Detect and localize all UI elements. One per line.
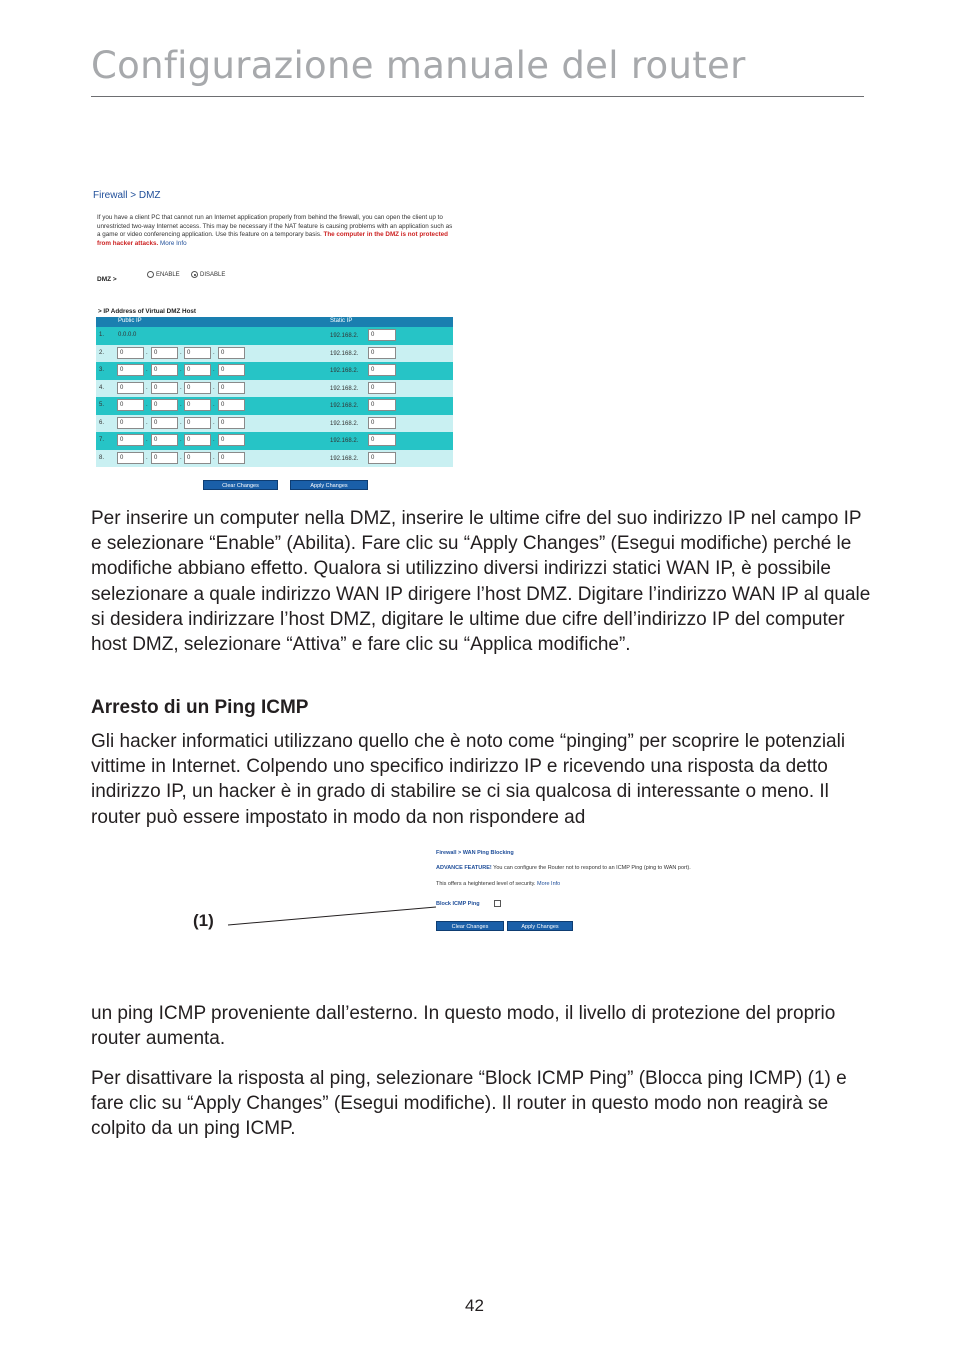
row-number: 1. — [99, 332, 105, 338]
static-ip-input[interactable]: 0 — [368, 347, 396, 359]
dmz-warning: The computer in the DMZ is not protected from hacker attacks. — [97, 231, 449, 247]
ping-apply-changes-button[interactable]: Apply Changes — [507, 921, 573, 931]
public-ip-octet-input[interactable]: 0 — [218, 417, 245, 429]
ip-separator: . — [180, 402, 182, 408]
public-ip-octet-input[interactable]: 0 — [117, 399, 144, 411]
ip-table-row — [96, 415, 453, 433]
ping-intro: Gli hacker informatici utilizzano quello che è noto come “pinging” per scoprire le potenziali vittime in Internet. Colpendo uno specifico indirizzo IP e ricevendo una risposta da detto indirizzo IP, un hacker è in grado di stabilire se ci sia qualcosa di interessante o meno. Il router può essere impostato in modo da non rispondere ad — [91, 731, 846, 828]
row-number: 5. — [99, 402, 105, 408]
ip-separator: . — [180, 384, 182, 391]
ip-table-row — [96, 362, 453, 380]
public-ip-octet-input[interactable]: 0 — [184, 434, 211, 446]
public-ip-octet-input[interactable]: 0 — [151, 364, 178, 376]
row-number: 6. — [99, 419, 105, 426]
static-ip-prefix: 192.168.2. — [330, 403, 359, 409]
ip-separator: . — [180, 437, 182, 443]
static-ip-prefix: 192.168.2. — [330, 368, 359, 374]
ping-breadcrumb: Firewall > WAN Ping Blocking — [436, 850, 514, 856]
ip-table-row — [96, 397, 453, 415]
title-divider — [91, 96, 864, 97]
public-ip-value: 0.0.0.0 — [118, 332, 137, 338]
static-ip-prefix: 192.168.2. — [330, 333, 359, 339]
dmz-instructions: Per inserire un computer nella DMZ, inserire le ultime cifre del suo indirizzo IP nel campo IP e selezionare “Enable” (Abilita). Fare clic su “Apply Changes” (Esegui modifiche) perché le modifiche abbiano effetto. Qualora si utilizzino diversi indirizzi statici WAN IP, è possibile selezionare a quale indirizzo WAN IP dirigere l’host DMZ. Digitare l’indirizzo WAN IP al quale si desidera indirizzare l’host DMZ, digitare le ultime due cifre dell’indirizzo IP del computer host DMZ, selezionare “Attiva” e fare clic su “Applica modifiche”. — [91, 508, 871, 656]
ip-separator: . — [213, 367, 215, 373]
ip-separator: . — [146, 454, 148, 461]
ip-table-row — [96, 432, 453, 450]
ip-table-row — [96, 345, 453, 363]
ip-separator: . — [146, 367, 148, 373]
ip-table-row — [96, 450, 453, 468]
public-ip-octet-input[interactable]: 0 — [184, 452, 211, 464]
public-ip-octet-input[interactable]: 0 — [151, 399, 178, 411]
static-ip-input[interactable]: 0 — [368, 399, 396, 411]
ip-table — [96, 317, 453, 467]
dmz-screenshot — [93, 186, 455, 496]
static-ip-input[interactable]: 0 — [368, 382, 396, 394]
static-ip-prefix: 192.168.2. — [330, 455, 359, 462]
ping-screenshot — [436, 848, 776, 938]
page-title: Configurazione manuale del router — [91, 44, 746, 87]
public-ip-octet-input[interactable]: 0 — [184, 382, 211, 394]
public-ip-octet-input[interactable]: 0 — [184, 417, 211, 429]
public-ip-octet-input[interactable]: 0 — [151, 382, 178, 394]
static-ip-input[interactable]: 0 — [368, 364, 396, 376]
disable-label: DISABLE — [200, 271, 226, 278]
dmz-breadcrumb: Firewall > DMZ — [93, 190, 161, 201]
public-ip-octet-input[interactable]: 0 — [117, 452, 144, 464]
public-ip-octet-input[interactable]: 0 — [151, 417, 178, 429]
ip-table-body — [96, 327, 453, 467]
ip-separator: . — [213, 437, 215, 443]
static-ip-input[interactable]: 0 — [368, 417, 396, 429]
public-ip-octet-input[interactable]: 0 — [218, 452, 245, 464]
public-ip-octet-input[interactable]: 0 — [184, 399, 211, 411]
advance-feature-label: ADVANCE FEATURE! — [436, 865, 492, 871]
ip-table-row — [96, 327, 453, 345]
dmz-clear-changes-button[interactable]: Clear Changes — [203, 480, 278, 490]
public-ip-octet-input[interactable]: 0 — [218, 399, 245, 411]
dmz-label: DMZ > — [97, 276, 117, 283]
static-ip-header: Static IP — [330, 318, 353, 324]
dmz-apply-changes-button[interactable]: Apply Changes — [290, 480, 368, 490]
public-ip-octet-input[interactable]: 0 — [151, 434, 178, 446]
row-number: 8. — [99, 454, 105, 461]
static-ip-prefix: 192.168.2. — [330, 438, 359, 444]
ip-table-header — [96, 317, 453, 327]
security-text: This offers a heightened level of security. — [436, 881, 536, 887]
public-ip-header: Public IP — [118, 318, 142, 324]
public-ip-octet-input[interactable]: 0 — [218, 364, 245, 376]
enable-radio[interactable] — [147, 271, 154, 278]
ip-separator: . — [180, 349, 182, 356]
row-number: 2. — [99, 349, 105, 356]
public-ip-octet-input[interactable]: 0 — [117, 364, 144, 376]
ip-separator: . — [213, 349, 215, 356]
callout-label: (1) — [193, 911, 214, 930]
dmz-intro-body: If you have a client PC that cannot run an Internet application properly from behind the firewall, you can open the client up to unrestricted two-way Internet access. This may be necessary if the NAT feature is causing problems with an application such as a game or video conferencing application. Use this feature on a temporary basis. — [97, 214, 453, 239]
public-ip-octet-input[interactable]: 0 — [184, 347, 211, 359]
ip-table-row — [96, 380, 453, 398]
public-ip-octet-input[interactable]: 0 — [218, 434, 245, 446]
static-ip-prefix: 192.168.2. — [330, 350, 359, 357]
static-ip-prefix: 192.168.2. — [330, 420, 359, 427]
ping-more-info-link[interactable]: More Info — [537, 881, 561, 887]
ip-separator: . — [213, 454, 215, 461]
public-ip-octet-input[interactable]: 0 — [218, 347, 245, 359]
ip-separator: . — [146, 402, 148, 408]
public-ip-octet-input[interactable]: 0 — [117, 382, 144, 394]
ip-separator: . — [213, 419, 215, 426]
static-ip-input[interactable]: 0 — [368, 434, 396, 446]
public-ip-octet-input[interactable]: 0 — [218, 382, 245, 394]
disable-radio[interactable] — [191, 271, 198, 278]
public-ip-octet-input[interactable]: 0 — [184, 364, 211, 376]
public-ip-octet-input[interactable]: 0 — [151, 347, 178, 359]
ping-clear-changes-button[interactable]: Clear Changes — [436, 921, 504, 931]
enable-label: ENABLE — [156, 271, 180, 278]
dmz-intro-text — [97, 214, 453, 248]
ip-separator: . — [180, 367, 182, 373]
ip-separator: . — [213, 402, 215, 408]
static-ip-input[interactable]: 0 — [368, 452, 396, 464]
static-ip-prefix: 192.168.2. — [330, 385, 359, 392]
ip-separator: . — [146, 349, 148, 356]
public-ip-octet-input[interactable]: 0 — [151, 452, 178, 464]
dmz-radio-group — [147, 271, 225, 278]
public-ip-octet-input[interactable]: 0 — [117, 347, 144, 359]
ip-table-heading: > IP Address of Virtual DMZ Host — [98, 308, 197, 315]
ip-separator: . — [146, 384, 148, 391]
public-ip-octet-input[interactable]: 0 — [117, 434, 144, 446]
section-heading: Arresto di un Ping ICMP — [91, 697, 309, 718]
ping-instructions: Per disattivare la risposta al ping, selezionare “Block ICMP Ping” (Blocca ping ICMP) (1) e fare clic su “Apply Changes” (Esegui modifiche). Il router in questo modo non reagirà se colpito da un ping ICMP. — [91, 1068, 847, 1140]
ip-separator: . — [146, 437, 148, 443]
ping-security-text — [436, 881, 560, 887]
public-ip-octet-input[interactable]: 0 — [117, 417, 144, 429]
dmz-more-info-link[interactable]: More Info — [160, 239, 187, 247]
ip-separator: . — [180, 419, 182, 426]
ping-continued: un ping ICMP proveniente dall’esterno. In questo modo, il livello di protezione del proprio router aumenta. — [91, 1003, 836, 1050]
row-number: 7. — [99, 437, 105, 443]
static-ip-input[interactable]: 0 — [368, 329, 396, 341]
ip-separator: . — [146, 419, 148, 426]
ping-advance-text — [436, 865, 691, 871]
advance-feature-text: You can configure the Router not to respond to an ICMP Ping (ping to WAN port). — [493, 865, 691, 871]
block-icmp-ping-checkbox[interactable] — [494, 900, 501, 907]
block-icmp-ping-label: Block ICMP Ping — [436, 901, 480, 907]
ip-separator: . — [213, 384, 215, 391]
ip-separator: . — [180, 454, 182, 461]
page-number: 42 — [465, 1296, 484, 1315]
row-number: 4. — [99, 384, 105, 391]
row-number: 3. — [99, 367, 105, 373]
